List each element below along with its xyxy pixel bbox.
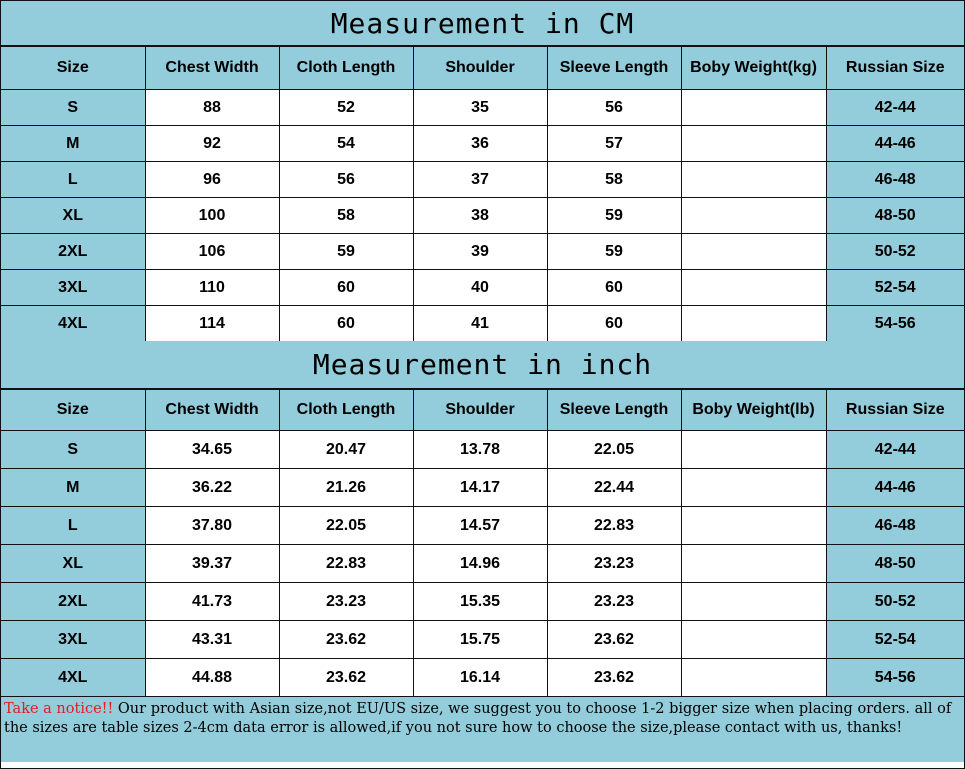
- size-label-cell: 4XL: [1, 659, 145, 697]
- column-header: Cloth Length: [279, 390, 413, 431]
- cm-size-table: [1, 46, 964, 341]
- table-cell: 59: [547, 234, 681, 270]
- russian-size-cell: 42-44: [826, 90, 964, 126]
- table-cell: 22.83: [279, 545, 413, 583]
- column-header: Shoulder: [413, 47, 547, 90]
- table-row: [1, 198, 964, 234]
- size-label-cell: M: [1, 126, 145, 162]
- notice-warning: Take a notice!!: [4, 701, 114, 717]
- size-label-cell: XL: [1, 545, 145, 583]
- column-header: Size: [1, 390, 145, 431]
- size-label-cell: 2XL: [1, 583, 145, 621]
- column-header: Shoulder: [413, 390, 547, 431]
- table-row: [1, 126, 964, 162]
- table-cell: 37.80: [145, 507, 279, 545]
- table-cell: 22.83: [547, 507, 681, 545]
- size-label-cell: S: [1, 90, 145, 126]
- column-header: Boby Weight(lb): [681, 390, 826, 431]
- table-cell: 56: [547, 90, 681, 126]
- header-row: [1, 390, 964, 431]
- table-cell: 44.88: [145, 659, 279, 697]
- table-cell: 41.73: [145, 583, 279, 621]
- table-cell: 43.31: [145, 621, 279, 659]
- table-cell: 21.26: [279, 469, 413, 507]
- table-cell: 60: [547, 306, 681, 342]
- column-header: Cloth Length: [279, 47, 413, 90]
- table-cell: [681, 659, 826, 697]
- russian-size-cell: 50-52: [826, 234, 964, 270]
- table-cell: 60: [279, 306, 413, 342]
- table-cell: 22.44: [547, 469, 681, 507]
- russian-size-cell: 46-48: [826, 162, 964, 198]
- table-cell: 22.05: [279, 507, 413, 545]
- table-cell: 13.78: [413, 431, 547, 469]
- table-cell: 54: [279, 126, 413, 162]
- table-row: [1, 621, 964, 659]
- table-row: [1, 507, 964, 545]
- russian-size-cell: 44-46: [826, 469, 964, 507]
- table-cell: 52: [279, 90, 413, 126]
- column-header: Chest Width: [145, 47, 279, 90]
- notice-text: Our product with Asian size,not EU/US size, we suggest you to choose 1-2 bigger size when placing orders. all of the sizes are table sizes 2-4cm data error is allowed,if you not sure how to choose the size,please contact with us, thanks!: [4, 701, 952, 736]
- table-cell: 106: [145, 234, 279, 270]
- table-row: [1, 234, 964, 270]
- table-cell: 20.47: [279, 431, 413, 469]
- size-label-cell: 4XL: [1, 306, 145, 342]
- table-cell: 34.65: [145, 431, 279, 469]
- table-cell: [681, 621, 826, 659]
- table-row: [1, 469, 964, 507]
- header-row: [1, 47, 964, 90]
- table-cell: 96: [145, 162, 279, 198]
- size-label-cell: L: [1, 507, 145, 545]
- table-cell: [681, 306, 826, 342]
- table-cell: [681, 469, 826, 507]
- table-cell: [681, 162, 826, 198]
- table-cell: 110: [145, 270, 279, 306]
- table-cell: 59: [279, 234, 413, 270]
- russian-size-cell: 50-52: [826, 583, 964, 621]
- russian-size-cell: 44-46: [826, 126, 964, 162]
- table-cell: 36.22: [145, 469, 279, 507]
- table-cell: 23.62: [279, 659, 413, 697]
- column-header: Boby Weight(kg): [681, 47, 826, 90]
- table-cell: 23.62: [547, 621, 681, 659]
- table-cell: [681, 126, 826, 162]
- table-cell: 37: [413, 162, 547, 198]
- russian-size-cell: 54-56: [826, 659, 964, 697]
- table-row: [1, 659, 964, 697]
- table-cell: 23.62: [547, 659, 681, 697]
- russian-size-cell: 46-48: [826, 507, 964, 545]
- cm-section-title: Measurement in CM: [1, 1, 964, 46]
- table-cell: 15.75: [413, 621, 547, 659]
- table-cell: 14.96: [413, 545, 547, 583]
- table-cell: 16.14: [413, 659, 547, 697]
- table-cell: 15.35: [413, 583, 547, 621]
- column-header: Chest Width: [145, 390, 279, 431]
- size-label-cell: M: [1, 469, 145, 507]
- table-cell: 59: [547, 198, 681, 234]
- size-label-cell: 2XL: [1, 234, 145, 270]
- table-cell: 58: [279, 198, 413, 234]
- table-cell: 39: [413, 234, 547, 270]
- table-row: [1, 306, 964, 342]
- table-cell: 114: [145, 306, 279, 342]
- size-label-cell: XL: [1, 198, 145, 234]
- table-cell: 23.23: [279, 583, 413, 621]
- table-row: [1, 90, 964, 126]
- table-cell: 39.37: [145, 545, 279, 583]
- table-cell: 100: [145, 198, 279, 234]
- table-cell: 92: [145, 126, 279, 162]
- column-header: Sleeve Length: [547, 390, 681, 431]
- table-cell: [681, 431, 826, 469]
- column-header: Sleeve Length: [547, 47, 681, 90]
- table-cell: [681, 507, 826, 545]
- table-cell: 38: [413, 198, 547, 234]
- column-header: Size: [1, 47, 145, 90]
- table-cell: 23.62: [279, 621, 413, 659]
- table-cell: 58: [547, 162, 681, 198]
- table-row: [1, 545, 964, 583]
- russian-size-cell: 54-56: [826, 306, 964, 342]
- size-label-cell: 3XL: [1, 621, 145, 659]
- russian-size-cell: 52-54: [826, 621, 964, 659]
- table-row: [1, 162, 964, 198]
- size-label-cell: 3XL: [1, 270, 145, 306]
- russian-size-cell: 52-54: [826, 270, 964, 306]
- table-cell: 23.23: [547, 545, 681, 583]
- russian-size-cell: 42-44: [826, 431, 964, 469]
- table-cell: [681, 270, 826, 306]
- table-cell: 60: [547, 270, 681, 306]
- table-row: [1, 270, 964, 306]
- table-cell: 41: [413, 306, 547, 342]
- size-notice: [1, 696, 964, 762]
- table-row: [1, 583, 964, 621]
- table-cell: [681, 583, 826, 621]
- table-cell: [681, 198, 826, 234]
- table-cell: 35: [413, 90, 547, 126]
- table-cell: [681, 234, 826, 270]
- table-cell: 40: [413, 270, 547, 306]
- table-cell: 23.23: [547, 583, 681, 621]
- table-cell: 14.17: [413, 469, 547, 507]
- table-cell: 22.05: [547, 431, 681, 469]
- inch-size-table: [1, 389, 964, 696]
- russian-size-cell: 48-50: [826, 198, 964, 234]
- table-cell: 36: [413, 126, 547, 162]
- size-label-cell: S: [1, 431, 145, 469]
- column-header: Russian Size: [826, 390, 964, 431]
- table-cell: 60: [279, 270, 413, 306]
- size-label-cell: L: [1, 162, 145, 198]
- inch-section-title: Measurement in inch: [1, 341, 964, 389]
- table-cell: 56: [279, 162, 413, 198]
- table-cell: [681, 545, 826, 583]
- russian-size-cell: 48-50: [826, 545, 964, 583]
- table-cell: [681, 90, 826, 126]
- table-row: [1, 431, 964, 469]
- table-cell: 14.57: [413, 507, 547, 545]
- table-cell: 88: [145, 90, 279, 126]
- column-header: Russian Size: [826, 47, 964, 90]
- table-cell: 57: [547, 126, 681, 162]
